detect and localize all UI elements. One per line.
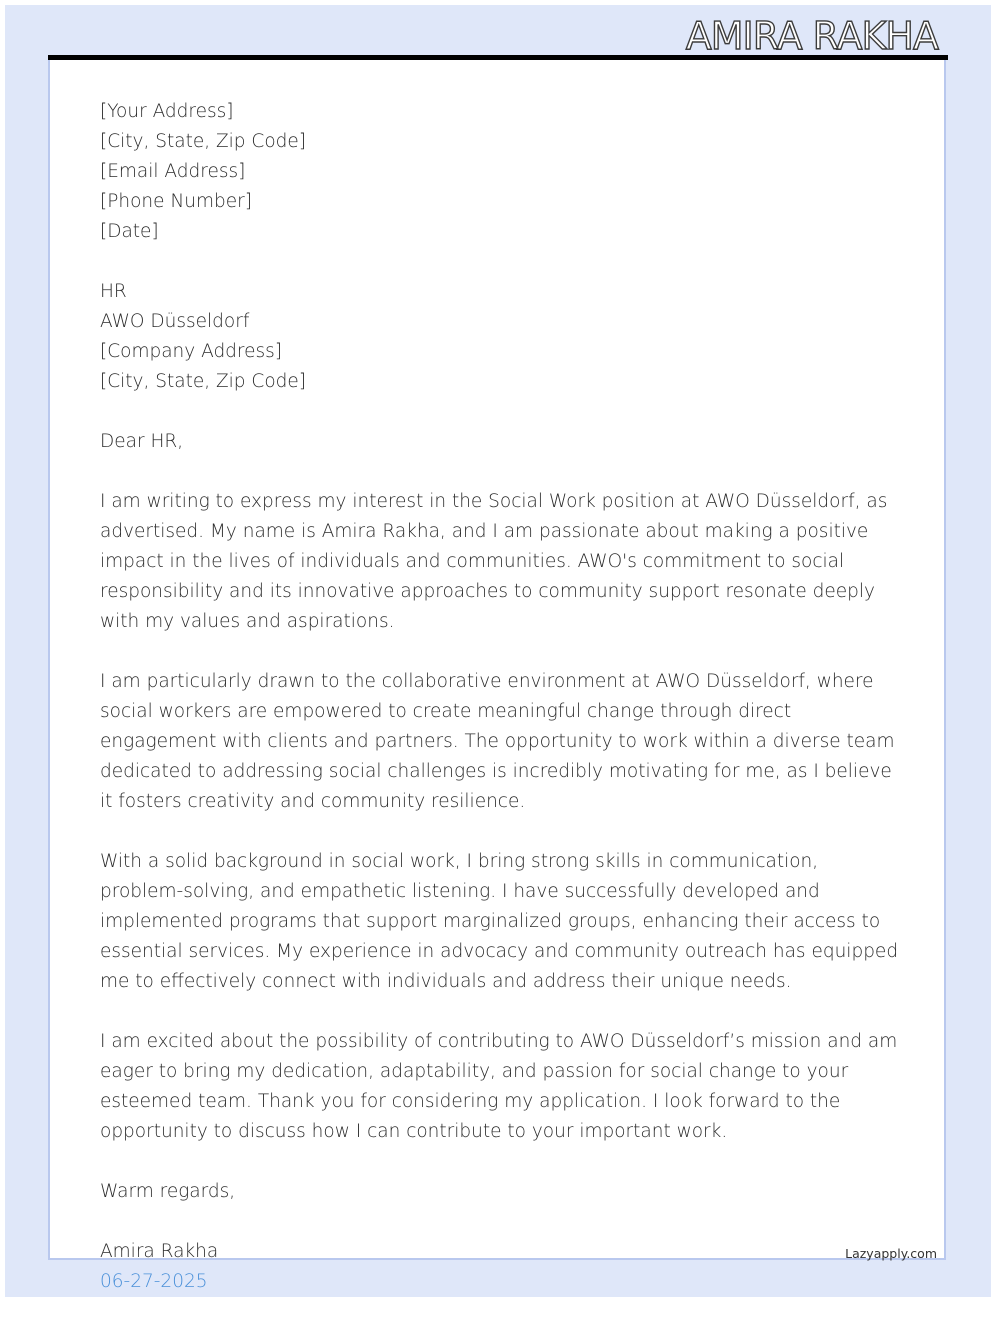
closing: Warm regards,: [100, 1181, 236, 1202]
recipient-block: [100, 277, 900, 397]
sender-date: [Date]: [100, 221, 159, 242]
signature-name: Amira Rakha: [100, 1241, 219, 1262]
sender-city-state-zip: [City, State, Zip Code]: [100, 131, 306, 152]
recipient-company: AWO Düsseldorf: [100, 311, 250, 332]
sender-email: [Email Address]: [100, 161, 246, 182]
body-paragraph-1: I am writing to express my interest in the Social Work position at AWO Düsseldorf, as advertised. My name is Amira Rakha, and I am passionate about making a positive impact in the lives of individuals and communities. AWO's commitment to social responsibility and its innovative approaches to community support resonate deeply with my values and aspirations.: [100, 491, 888, 632]
body-paragraph-2: I am particularly drawn to the collaborative environment at AWO Düsseldorf, where social workers are empowered to create meaningful change through direct engagement with clients and partners. The opportunity to work within a diverse team dedicated to addressing social challenges is incredibly motivating for me, as I believe it fosters creativity and community resilience.: [100, 671, 895, 812]
signature-block: [100, 1237, 900, 1297]
salutation: Dear HR,: [100, 431, 184, 452]
sender-block: [100, 97, 900, 247]
signature-date: 06-27-2025: [100, 1271, 208, 1292]
sender-address: [Your Address]: [100, 101, 234, 122]
body-paragraph-3: With a solid background in social work, I bring strong skills in communication, problem-solving, and empathetic listening. I have successfully developed and implemented programs that support marginalized groups, enhancing their access to essential services. My experience in advocacy and community outreach has equipped me to effectively connect with individuals and address their unique needs.: [100, 851, 899, 992]
recipient-address: [Company Address]: [100, 341, 283, 362]
recipient-name: HR: [100, 281, 127, 302]
footer-brand: Lazyapply.com: [845, 1246, 937, 1261]
sender-phone: [Phone Number]: [100, 191, 252, 212]
applicant-name-header: AMIRA RAKHA: [685, 14, 938, 58]
recipient-city-state-zip: [City, State, Zip Code]: [100, 371, 306, 392]
cover-letter-body: [100, 97, 900, 1327]
body-paragraph-4: I am excited about the possibility of contributing to AWO Düsseldorf’s mission and am eager to bring my dedication, adaptability, and passion for social change to your esteemed team. Thank you for considering my application. I look forward to the opportunity to discuss how I can contribute to your important work.: [100, 1031, 898, 1142]
